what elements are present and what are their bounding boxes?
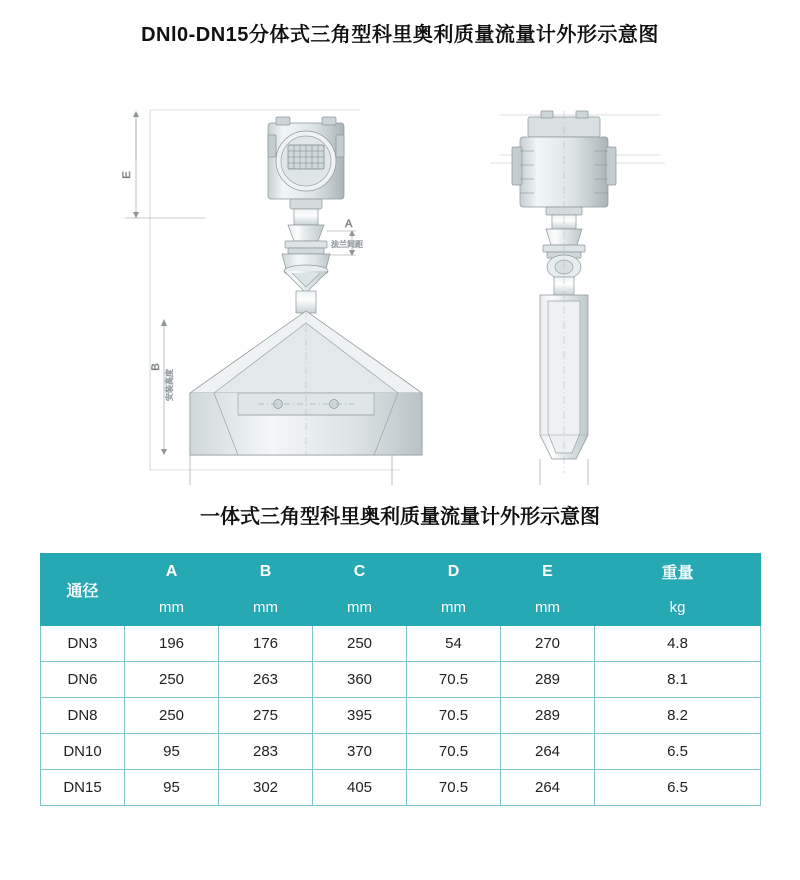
cell-c: 405: [313, 770, 407, 806]
col-header-a: A: [125, 554, 219, 590]
cell-dn: DN15: [41, 770, 125, 806]
cell-dn: DN10: [41, 734, 125, 770]
svg-text:A: A: [345, 218, 353, 230]
cell-a: 250: [125, 698, 219, 734]
cell-weight: 4.8: [595, 626, 761, 662]
unit-b: mm: [219, 590, 313, 626]
cell-dn: DN6: [41, 662, 125, 698]
cell-c: 370: [313, 734, 407, 770]
table-row: [41, 626, 761, 662]
cell-a: 95: [125, 734, 219, 770]
cell-e: 264: [501, 770, 595, 806]
col-header-c: C: [313, 554, 407, 590]
cell-d: 70.5: [407, 698, 501, 734]
cell-d: 70.5: [407, 770, 501, 806]
cell-e: 289: [501, 698, 595, 734]
col-header-weight: 重量: [595, 554, 761, 590]
page-title-top: DNl0-DN15分体式三角型科里奥利质量流量计外形示意图: [141, 24, 659, 46]
cell-e: 289: [501, 662, 595, 698]
svg-text:B: B: [150, 363, 162, 371]
table-body: [41, 626, 761, 806]
cell-a: 95: [125, 770, 219, 806]
table-row: [41, 698, 761, 734]
cell-b: 275: [219, 698, 313, 734]
unit-c: mm: [313, 590, 407, 626]
unit-weight: kg: [595, 590, 761, 626]
svg-text:安装高度: 安装高度: [165, 369, 174, 401]
unit-d: mm: [407, 590, 501, 626]
unit-a: mm: [125, 590, 219, 626]
col-header-e: E: [501, 554, 595, 590]
cell-d: 54: [407, 626, 501, 662]
table-head: [41, 554, 761, 626]
unit-e: mm: [501, 590, 595, 626]
cell-e: 264: [501, 734, 595, 770]
spec-table-wrapper: [40, 553, 760, 806]
cell-b: 263: [219, 662, 313, 698]
cell-weight: 8.1: [595, 662, 761, 698]
svg-text:法兰间距: 法兰间距: [331, 240, 363, 249]
cell-weight: 6.5: [595, 770, 761, 806]
table-header-row: [41, 554, 761, 590]
cell-b: 176: [219, 626, 313, 662]
cell-dn: DN3: [41, 626, 125, 662]
col-header-dn: 通径: [41, 554, 125, 626]
cell-b: 302: [219, 770, 313, 806]
page-title-mid: 一体式三角型科里奥利质量流量计外形示意图: [200, 506, 600, 528]
cell-weight: 8.2: [595, 698, 761, 734]
svg-text:E: E: [121, 171, 133, 179]
table-row: [41, 770, 761, 806]
cell-d: 70.5: [407, 662, 501, 698]
table-units-row: [41, 590, 761, 626]
cell-c: 360: [313, 662, 407, 698]
cell-c: 250: [313, 626, 407, 662]
cell-a: 196: [125, 626, 219, 662]
table-row: [41, 734, 761, 770]
table-row: [41, 662, 761, 698]
cell-e: 270: [501, 626, 595, 662]
col-header-b: B: [219, 554, 313, 590]
cell-a: 250: [125, 662, 219, 698]
cell-b: 283: [219, 734, 313, 770]
spec-table: [40, 553, 761, 806]
cell-c: 395: [313, 698, 407, 734]
cell-weight: 6.5: [595, 734, 761, 770]
technical-drawing: [0, 55, 800, 485]
cell-dn: DN8: [41, 698, 125, 734]
cell-d: 70.5: [407, 734, 501, 770]
col-header-d: D: [407, 554, 501, 590]
